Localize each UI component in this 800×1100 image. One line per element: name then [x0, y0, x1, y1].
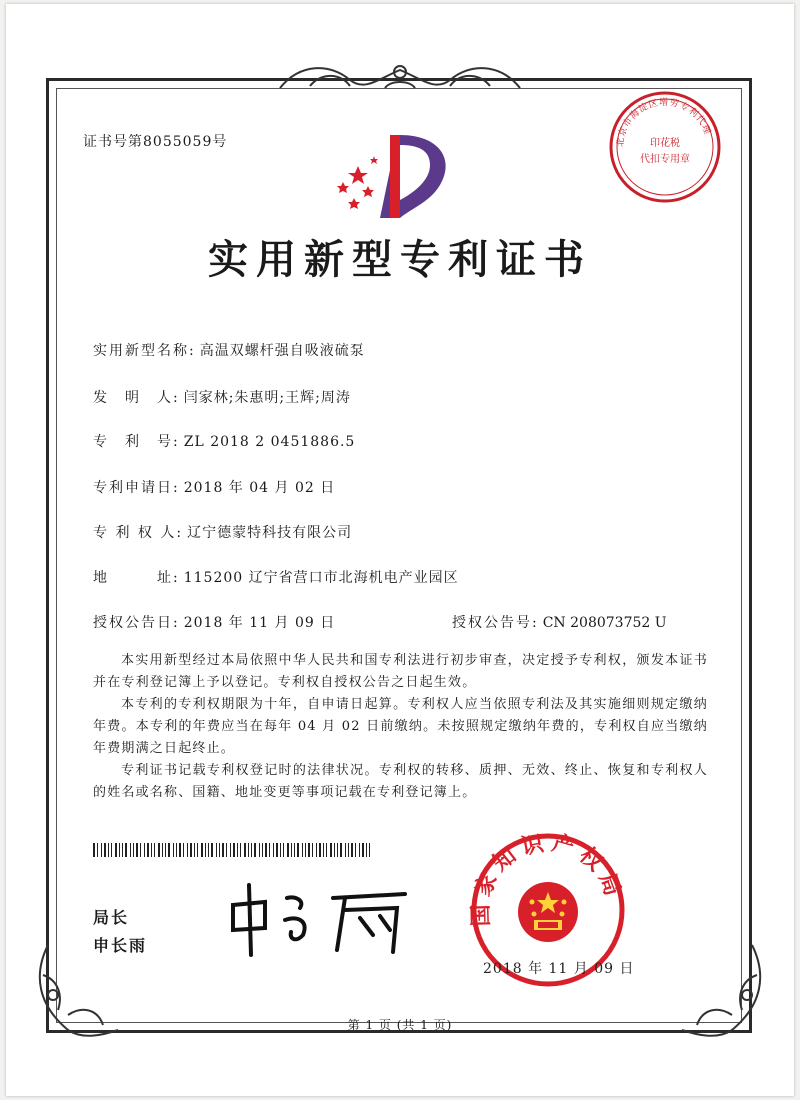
paragraph-1: 本实用新型经过本局依照中华人民共和国专利法进行初步审查，决定授予专利权，颁发本证书并在专利登记簿上予以登记。专利权自授权公告之日起生效。 — [93, 653, 708, 690]
field-value: 高温双螺杆强自吸液硫泵 — [199, 343, 365, 359]
tax-stamp-icon — [606, 88, 724, 206]
official-name: 申长雨 — [93, 936, 148, 955]
field-label: 专 利 号: — [93, 434, 180, 450]
field-utility-model-name — [93, 340, 365, 360]
field-patent-number — [93, 431, 355, 451]
top-ornament-icon — [270, 58, 530, 98]
paragraph-2: 本专利的专利权期限为十年，自申请日起算。专利权人应当依照专利法及其实施细则规定缴纳年费。本专利的年费应当在每年 04 月 02 日前缴纳。未按照规定缴纳年费的，专利权自应当缴纳年费期满之日起终止。 — [93, 697, 708, 756]
official-role: 局长 — [93, 908, 130, 927]
paragraph-3: 专利证书记载专利权登记时的法律状况。专利权的转移、质押、无效、终止、恢复和专利权人的姓名或名称、国籍、地址变更等事项记载在专利登记簿上。 — [93, 763, 708, 800]
field-value: ZL 2018 2 0451886.5 — [183, 434, 356, 450]
field-label: 授权公告日: — [93, 615, 180, 631]
field-label: 发 明 人: — [93, 390, 180, 406]
field-value: CN 208073752 U — [542, 615, 667, 631]
signature-icon — [225, 880, 415, 960]
field-inventors — [93, 387, 351, 407]
page-number: 第 1 页 (共 1 页) — [347, 1018, 453, 1032]
field-value: 闫家林;朱惠明;王辉;周涛 — [183, 390, 351, 406]
field-application-date — [93, 477, 335, 497]
tax-stamp-text: 北京市海淀区增劳专利代理 — [615, 97, 713, 148]
tax-stamp-inner-1: 印花税 — [650, 138, 680, 149]
field-label: 专利申请日: — [93, 480, 180, 496]
field-label: 授权公告号: — [452, 615, 539, 631]
patent-office-logo-icon — [330, 130, 460, 222]
field-label: 地 址: — [93, 570, 180, 586]
field-value: 2018 年 11 月 09 日 — [183, 615, 336, 631]
field-address — [93, 567, 459, 587]
field-value: 2018 年 04 月 02 日 — [183, 480, 336, 496]
seal-date: 2018 年 11 月 09 日 — [483, 961, 635, 977]
field-value: 115200 辽宁省营口市北海机电产业园区 — [183, 570, 459, 586]
certificate-title: 实用新型专利证书 — [208, 236, 592, 283]
field-value: 辽宁德蒙特科技有限公司 — [187, 525, 353, 541]
field-label: 实用新型名称: — [93, 343, 196, 359]
field-label: 专 利 权 人: — [93, 525, 184, 541]
field-patentee — [93, 522, 352, 542]
field-grant-date — [93, 612, 335, 632]
certificate-number: 证书号第8055059号 — [83, 134, 228, 150]
tax-stamp-inner-2: 代扣专用章 — [640, 154, 690, 165]
barcode-icon — [93, 843, 375, 857]
seal-text: 国家知识产权局 — [468, 830, 627, 927]
field-announcement-number — [452, 612, 667, 632]
